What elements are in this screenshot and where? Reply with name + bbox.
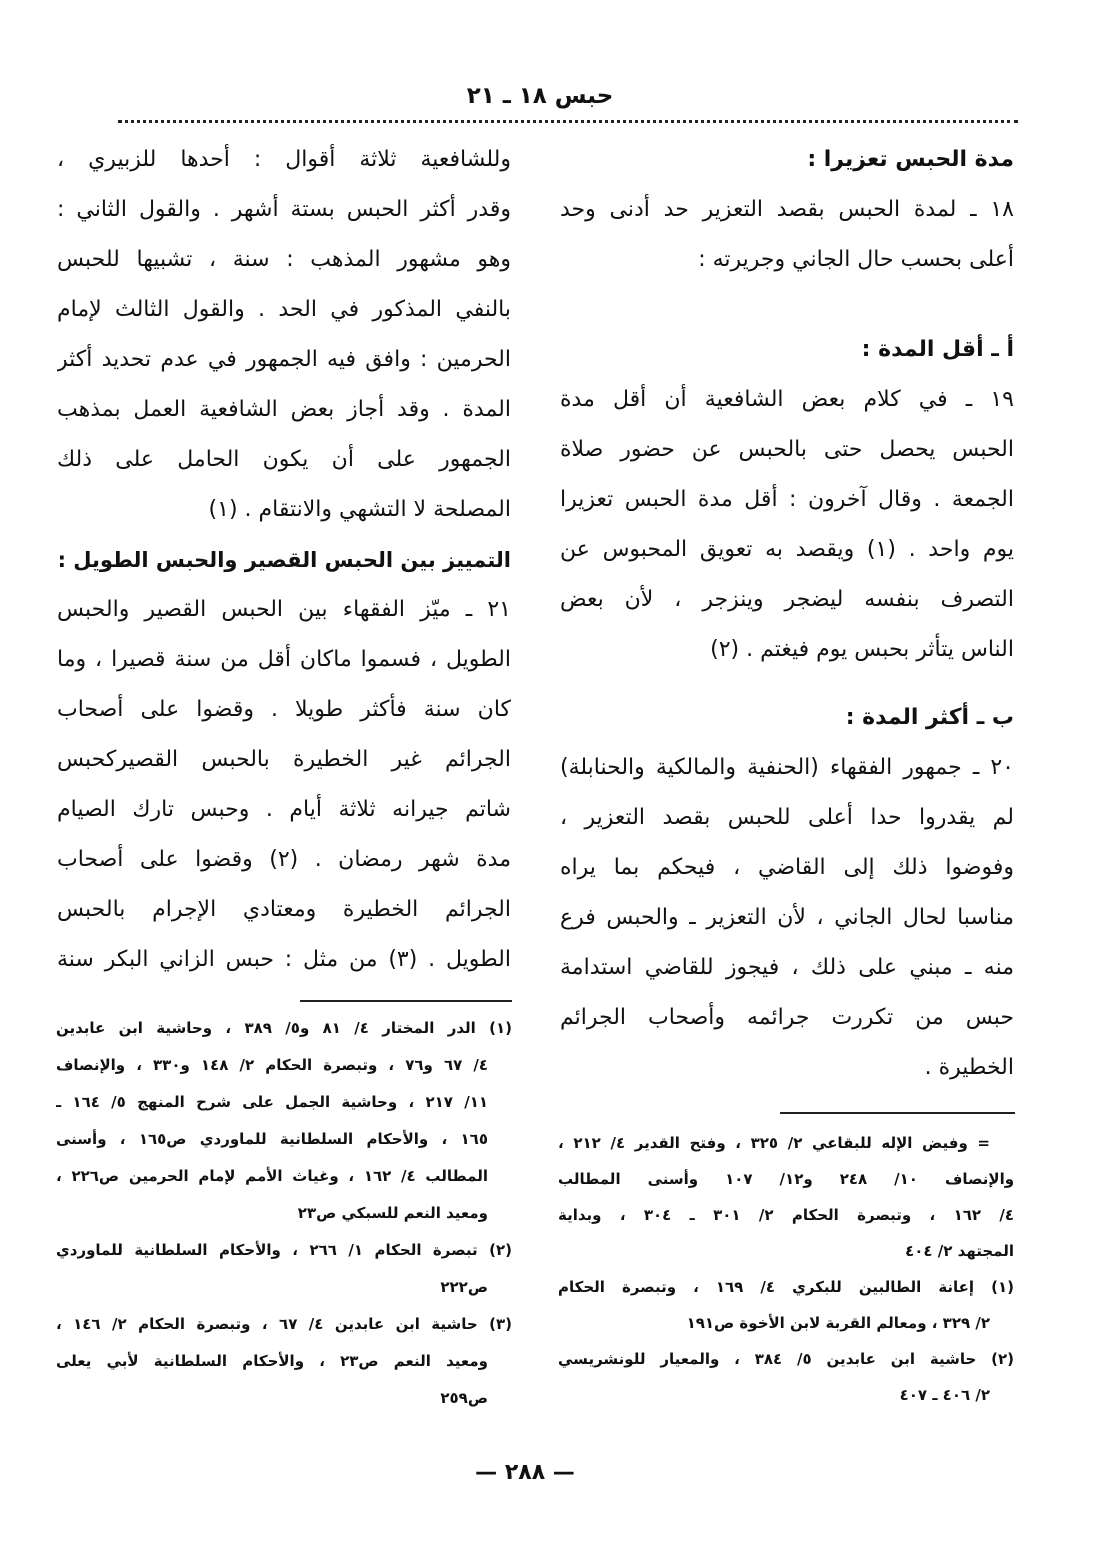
paragraph-line: الحبس يحصل حتى بالحبس عن حضور صلاة — [560, 437, 1014, 462]
paragraph-line: أعلى بحسب حال الجاني وجريرته : — [698, 247, 1014, 272]
paragraph-line: الجمهور على أن يكون الحامل على ذلك — [57, 447, 511, 472]
footnote-line: ص٢٥٩ — [440, 1389, 488, 1407]
paragraph-line: الناس يتأثر بحبس يوم فيغتم . (٢) — [710, 637, 1014, 662]
paragraph-line: شاتم جيرانه ثلاثة أيام . وحبس تارك الصيام — [57, 797, 511, 822]
paragraph-line: كان سنة فأكثر طويلا . وقضوا على أصحاب — [57, 697, 511, 722]
footnote-line: (١) الدر المختار ٤/ ٨١ و٥/ ٣٨٩ ، وحاشية ابن عابدين — [56, 1019, 512, 1037]
footnote-separator — [780, 1112, 1015, 1114]
paragraph-line: حبس من تكررت جرائمه وأصحاب الجرائم — [560, 1005, 1014, 1030]
footnote-line: (١) إعانة الطالبين للبكري ٤/ ١٦٩ ، وتبصرة الحكام — [558, 1278, 1014, 1296]
paragraph-line: الخطيرة . — [924, 1055, 1014, 1080]
page-number: — ٢٨٨ — — [475, 1460, 575, 1485]
section-heading: مدة الحبس تعزيرا : — [807, 147, 1014, 172]
footnote-line: (٢) حاشية ابن عابدين ٥/ ٣٨٤ ، والمعيار للونشريسي — [558, 1350, 1014, 1368]
running-header: حبس ١٨ ـ ٢١ — [466, 83, 614, 109]
paragraph-line: يوم واحد . (١) ويقصد به تعويق المحبوس عن — [560, 537, 1014, 562]
paragraph-line: الجمعة . وقال آخرون : أقل مدة الحبس تعزيرا — [560, 487, 1014, 512]
paragraph-line: مناسبا لحال الجاني ، لأن التعزير ـ والحبس فرع — [560, 905, 1014, 930]
footnote-line: ومعيد النعم للسبكي ص٢٣ — [297, 1204, 488, 1222]
paragraph-line: وقدر أكثر الحبس بستة أشهر . والقول الثاني : — [57, 197, 511, 222]
footnote-line: = وفيض الإله للبقاعي ٢/ ٣٢٥ ، وفتح القدير ٤/ ٢١٢ ، — [558, 1134, 990, 1152]
section-heading: التمييز بين الحبس القصير والحبس الطويل : — [57, 548, 511, 572]
footnote-separator — [300, 1000, 512, 1002]
subsection-heading: ب ـ أكثر المدة : — [845, 705, 1014, 730]
paragraph-line: بالنفي المذكور في الحد . والقول الثالث لإمام — [57, 297, 511, 322]
footnote-line: ومعيد النعم ص٢٣ ، والأحكام السلطانية لأبي يعلى — [56, 1352, 488, 1370]
footnote-line: ١٦٥ ، والأحكام السلطانية للماوردي ص١٦٥ ، وأسنى — [56, 1130, 488, 1148]
paragraph-line: المدة . وقد أجاز بعض الشافعية العمل بمذهب — [57, 397, 511, 422]
paragraph-line: ٢٠ ـ جمهور الفقهاء (الحنفية والمالكية والحنابلة) — [560, 755, 1014, 780]
paragraph-line: وللشافعية ثلاثة أقوال : أحدها للزبيري ، — [57, 147, 511, 172]
subsection-heading: أ ـ أقل المدة : — [861, 337, 1014, 362]
left-column — [57, 135, 511, 985]
paragraph-line: ١٩ ـ في كلام بعض الشافعية أن أقل مدة — [560, 387, 1014, 412]
paragraph-line: الجرائم الخطيرة ومعتادي الإجرام بالحبس — [57, 897, 511, 922]
paragraph-line: وهو مشهور المذهب : سنة ، تشبيها للحبس — [57, 247, 511, 272]
footnote-line: والإنصاف ١٠/ ٢٤٨ و١٢/ ١٠٧ وأسنى المطالب — [558, 1170, 1014, 1188]
footnotes-right — [558, 1125, 1014, 1413]
paragraph-line: الحرمين : وافق فيه الجمهور في عدم تحديد أكثر — [57, 347, 511, 372]
footnotes-left — [56, 1010, 512, 1417]
header-dotted-rule — [118, 120, 1018, 123]
paragraph-line: ٢١ ـ ميّز الفقهاء بين الحبس القصير والحبس — [57, 597, 511, 622]
paragraph-line: مدة شهر رمضان . (٢) وقضوا على أصحاب — [57, 847, 511, 872]
footnote-line: ٤/ ١٦٢ ، وتبصرة الحكام ٢/ ٣٠١ ـ ٣٠٤ ، وبداية — [558, 1206, 1014, 1224]
paragraph-line: لم يقدروا حدا أعلى للحبس بقصد التعزير ، — [560, 805, 1014, 830]
right-column — [560, 135, 1014, 1093]
footnote-line: ٢/ ٣٢٩ ، ومعالم القربة لابن الأخوة ص١٩١ — [686, 1314, 990, 1332]
paragraph-line: الجرائم غير الخطيرة بالحبس القصيركحبس — [57, 747, 511, 772]
footnote-line: المطالب ٤/ ١٦٢ ، وغياث الأمم لإمام الحرمين ص٢٢٦ ، — [56, 1167, 489, 1185]
paragraph-line: وفوضوا ذلك إلى القاضي ، فيحكم بما يراه — [560, 855, 1014, 880]
footnote-line: المجتهد ٢/ ٤٠٤ — [905, 1242, 1014, 1260]
footnote-line: ٤/ ٦٧ و٧٦ ، وتبصرة الحكام ٢/ ١٤٨ و٣٣٠ ، والإنصاف — [56, 1056, 489, 1074]
footnote-line: ١١/ ٢١٧ ، وحاشية الجمل على شرح المنهج ٥/ ١٦٤ ـ — [56, 1093, 489, 1111]
footnote-line: (٣) حاشية ابن عابدين ٤/ ٦٧ ، وتبصرة الحكام ٢/ ١٤٦ ، — [56, 1315, 512, 1333]
footnote-line: ص٢٢٢ — [440, 1278, 488, 1296]
paragraph-line: الطويل ، فسموا ماكان أقل من سنة قصيرا ، وما — [57, 647, 511, 672]
footnote-line: ٢/ ٤٠٦ ـ ٤٠٧ — [899, 1386, 990, 1404]
paragraph-line: التصرف بنفسه ليضجر وينزجر ، لأن بعض — [560, 587, 1014, 612]
paragraph-line: منه ـ مبني على ذلك ، فيجوز للقاضي استدامة — [560, 955, 1014, 980]
footnote-line: (٢) تبصرة الحكام ١/ ٢٦٦ ، والأحكام السلطانية للماوردي — [56, 1241, 512, 1259]
paragraph-line: المصلحة لا التشهي والانتقام . (١) — [208, 497, 511, 522]
paragraph-line: الطويل . (٣) من مثل : حبس الزاني البكر سنة — [57, 947, 511, 972]
paragraph-line: ١٨ ـ لمدة الحبس بقصد التعزير حد أدنى وحد — [560, 197, 1014, 222]
